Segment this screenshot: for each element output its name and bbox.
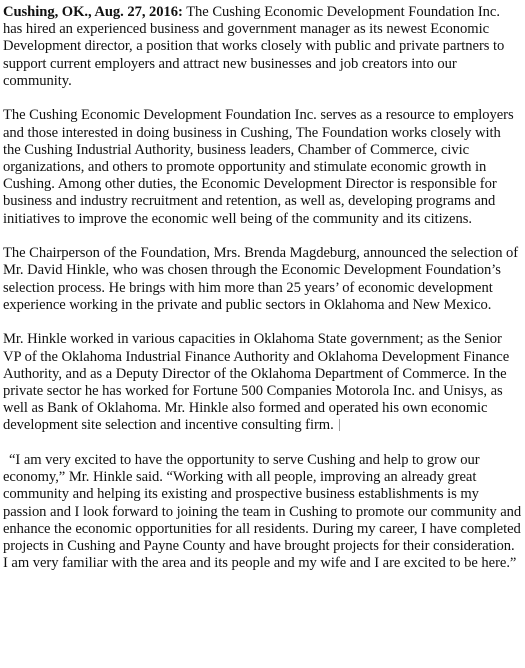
press-release-document — [3, 4, 522, 572]
background-text: Mr. Hinkle worked in various capacities in Oklahoma State government; as the Senior VP of the Oklahoma Industrial Finance Authority and Oklahoma Development Finance Authority, and as a Deputy Director of the Oklahoma Department of Commerce. In the private sector he has worked for Fortune 500 Companies Motorola Inc. and Unisys, as well as Bank of Oklahoma. Mr. Hinkle also formed and operated his own economic development site selection and incentive consulting firm. — [3, 331, 510, 434]
paragraph-selection-announcement: The Chairperson of the Foundation, Mrs. Brenda Magdeburg, announced the selection of Mr. David Hinkle, who was chosen through the Economic Development Foundation’s selection process. He brings with him more than 25 years’ of economic development experience working in the private and public sectors in Oklahoma and New Mexico. — [3, 245, 519, 313]
paragraph-background — [3, 331, 522, 434]
lead-text: The Cushing Economic Development Foundation Inc. has hired an experienced business and government manager as its newest Economic Development director, a position that works closely with public and private partners to support current employers and attract new businesses and job creators into our community. — [3, 4, 505, 89]
text-cursor-mark — [339, 419, 340, 431]
paragraph-foundation-role: The Cushing Economic Development Foundation Inc. serves as a resource to employers and those interested in doing business in Cushing, The Foundation works closely with the Cushing Industrial Authority, business leaders, Chamber of Commerce, civic organizations, and others to promote opportunity and stimulate economic growth in Cushing. Among other duties, the Economic Development Director is responsible for business and industry recruitment and retention, as well as, developing programs and initiatives to improve the economic well being of the community and its citizens. — [3, 107, 514, 227]
paragraph-lead — [3, 4, 522, 90]
dateline: Cushing, OK., Aug. 27, 2016: — [3, 4, 183, 20]
paragraph-quote: “I am very excited to have the opportunity to serve Cushing and help to grow our economy,” Mr. Hinkle said. “Working with all people, improving an already great community and helping its existing and prospective business establishments is my passion and I look forward to joining the team in Cushing to promote our community and enhance the economic opportunities for all residents. During my career, I have completed projects in Cushing and Payne County and have brought projects for their consideration. I am very familiar with the area and its people and my wife and I are excited to be here.” — [3, 452, 522, 572]
